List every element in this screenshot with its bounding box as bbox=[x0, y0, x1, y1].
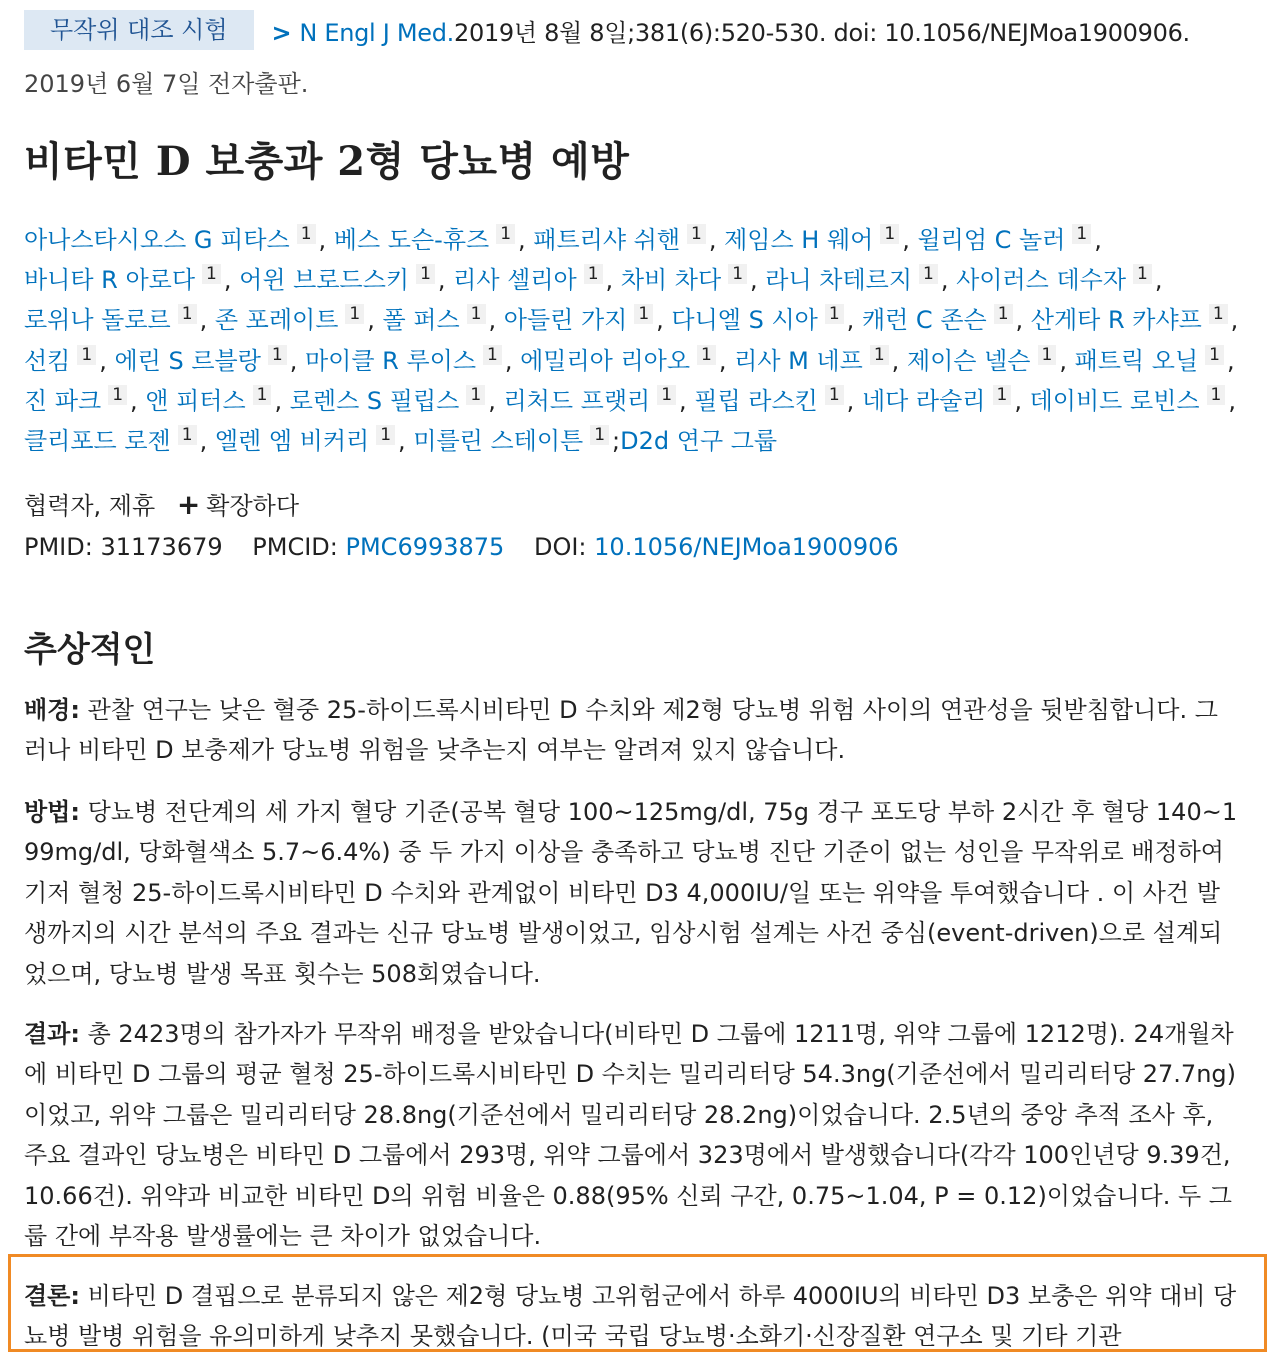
affiliation-badge[interactable]: 1 bbox=[994, 304, 1013, 324]
author-separator: , bbox=[199, 306, 215, 335]
affiliation-badge[interactable]: 1 bbox=[590, 425, 609, 445]
affiliation-badge[interactable]: 1 bbox=[728, 264, 747, 284]
author-link[interactable] bbox=[215, 306, 367, 334]
author-name[interactable]: 사이러스 데수자 bbox=[956, 266, 1127, 295]
affiliation-badge[interactable]: 1 bbox=[919, 264, 938, 284]
author-separator: , bbox=[1228, 386, 1236, 415]
author-separator: , bbox=[846, 306, 862, 335]
author-link[interactable] bbox=[533, 226, 709, 254]
author-name[interactable]: 폴 퍼스 bbox=[382, 306, 460, 335]
author-name[interactable]: 로위나 돌로르 bbox=[24, 306, 171, 335]
expand-button[interactable]: 확장하다 bbox=[206, 492, 300, 520]
author-separator: , bbox=[1014, 386, 1030, 415]
identifiers-row bbox=[24, 533, 921, 561]
author-separator: , bbox=[1015, 306, 1031, 335]
author-name[interactable]: 어윈 브로드스키 bbox=[239, 266, 410, 295]
affiliation-badge[interactable]: 1 bbox=[253, 385, 272, 405]
author-link[interactable] bbox=[24, 306, 200, 334]
affiliation-badge[interactable]: 1 bbox=[657, 385, 676, 405]
author-separator: , bbox=[289, 346, 305, 375]
author-name[interactable]: 앤 피터스 bbox=[145, 386, 246, 415]
author-separator: , bbox=[223, 266, 240, 295]
author-separator: , bbox=[199, 427, 215, 456]
author-separator: , bbox=[891, 346, 907, 375]
author-separator: , bbox=[708, 226, 725, 254]
author-name[interactable]: 네다 라술리 bbox=[861, 386, 986, 415]
author-separator: ; bbox=[612, 427, 621, 456]
author-link[interactable] bbox=[724, 226, 902, 254]
abstract-methods: 방법: 당뇨병 전단계의 세 가지 혈당 기준(공복 혈당 100~125mg/dl, 75g 경구 포도당 부하 2시간 후 혈당 140~199mg/dl, 당화혈색소 5.7~6.4%) 중 두 가지 이상을 충족하고 당뇨병 진단 기준이 없는 성인을 무작위로 배정하여 기저 혈청 25-하이드록시비타민 D 수치와 관계없이 비타민 D3 4,000IU/일 또는 위약을 투여했습니다 . 이 사건 발생까지의 시간 분석의 주요 결과는 신규 당뇨병 발생이었고, 임상시험 설계는 사건 중심(event-driven)으로 설계되었으며, 당뇨병 발생 목표 횟수는 508회였습니다. bbox=[24, 798, 1238, 988]
author-name[interactable]: 윌리엄 C 놀러 bbox=[917, 226, 1066, 254]
author-separator: , bbox=[99, 346, 115, 375]
author-separator: , bbox=[398, 427, 414, 456]
author-separator: , bbox=[130, 386, 146, 415]
author-name[interactable]: 제임스 H 웨어 bbox=[724, 226, 874, 254]
author-separator: , bbox=[488, 386, 504, 415]
author-name[interactable]: 미를린 스테이튼 bbox=[413, 427, 584, 456]
author-link[interactable] bbox=[334, 226, 518, 254]
affiliation-badge[interactable]: 1 bbox=[178, 425, 197, 445]
abstract-background: 배경: 관찰 연구는 낮은 혈중 25-하이드록시비타민 D 수치와 제2형 당뇨병 위험 사이의 연관성을 뒷받침합니다. 그러나 비타민 D 보충제가 당뇨병 위험을 낮추는지 여부는 알려져 있지 않습니다. bbox=[24, 696, 1218, 765]
author-link[interactable] bbox=[671, 306, 846, 334]
author-link[interactable] bbox=[1029, 384, 1229, 415]
author-link[interactable] bbox=[1031, 306, 1231, 334]
author-link[interactable] bbox=[520, 344, 719, 375]
affiliation-badge[interactable]: 1 bbox=[880, 224, 899, 244]
collaborators-row bbox=[24, 486, 299, 521]
author-separator: , bbox=[1154, 266, 1163, 295]
affiliation-badge[interactable]: 1 bbox=[345, 304, 364, 324]
affiliation-badge[interactable]: 1 bbox=[416, 264, 435, 284]
author-separator: , bbox=[940, 266, 957, 295]
author-link[interactable] bbox=[621, 266, 750, 294]
author-name[interactable]: 차비 차다 bbox=[620, 266, 722, 295]
collaborators-label: 협력자, 제휴 bbox=[24, 492, 156, 520]
author-separator: , bbox=[1059, 346, 1075, 375]
pmid: PMID: 31173679 bbox=[24, 533, 223, 561]
author-link[interactable] bbox=[453, 266, 605, 294]
author-link[interactable] bbox=[239, 266, 438, 294]
chevron-right-icon: > bbox=[271, 18, 292, 47]
author-name[interactable]: 베스 도슨-휴즈 bbox=[333, 226, 490, 254]
author-link[interactable] bbox=[289, 384, 488, 415]
author-link[interactable] bbox=[765, 266, 941, 294]
author-name[interactable]: 리사 M 네프 bbox=[734, 346, 863, 375]
affiliation-badge[interactable]: 1 bbox=[634, 304, 653, 324]
doi-link[interactable]: 10.1056/NEJMoa1900906 bbox=[594, 533, 899, 561]
author-name[interactable]: 다니엘 S 시아 bbox=[671, 306, 818, 335]
affiliation-badge[interactable]: 1 bbox=[1207, 385, 1226, 405]
abstract-results: 결과: 총 2423명의 참가자가 무작위 배정을 받았습니다(비타민 D 그룹에 1211명, 위약 그룹에 1212명). 24개월차에 비타민 D 그룹의 평균 혈청 25-하이드록시비타민 D 수치는 밀리리터당 54.3ng(기준선에서 밀리리터당 27.7ng)이었고, 위약 그룹은 밀리리터당 28.8ng(기준선에서 밀리리터당 28.2ng)이었습니다. 2.5년의 중앙 추적 조사 후, 주요 결과인 당뇨병은 비타민 D 그룹에서 293명, 위약 그룹에서 323명에서 발생했습니다(각각 100인년당 9.39건, 10.66건). 위약과 비교한 비타민 D의 위험 비율은 0.88(95% 신뢰 구간, 0.75~1.04, P = 0.12)이었습니다. 두 그룹 간에 부작용 발생률에는 큰 차이가 없었습니다. bbox=[24, 1020, 1237, 1251]
author-link[interactable] bbox=[24, 266, 224, 294]
author-name[interactable]: 클리포드 로젠 bbox=[24, 427, 171, 456]
affiliation-badge[interactable]: 1 bbox=[77, 345, 96, 365]
affiliation-badge[interactable]: 1 bbox=[376, 425, 395, 445]
author-separator: , bbox=[518, 226, 534, 254]
author-separator: , bbox=[1230, 306, 1239, 335]
author-name[interactable]: 리처드 프랫리 bbox=[503, 386, 651, 415]
publication-type-badge: 무작위 대조 시험 bbox=[24, 10, 254, 50]
author-separator: , bbox=[656, 306, 672, 335]
citation bbox=[272, 13, 1190, 48]
author-separator: , bbox=[318, 226, 334, 254]
author-separator: , bbox=[750, 266, 766, 295]
affiliation-badge[interactable]: 1 bbox=[178, 304, 197, 324]
author-link[interactable] bbox=[917, 226, 1094, 254]
author-link[interactable] bbox=[503, 384, 679, 415]
author-name[interactable]: 아나스타시오스 G 피타스 bbox=[24, 226, 290, 254]
affiliation-badge[interactable]: 1 bbox=[993, 385, 1012, 405]
affiliation-badge[interactable]: 1 bbox=[268, 345, 287, 365]
author-name[interactable]: 존 포레이트 bbox=[214, 306, 339, 335]
affiliation-badge[interactable]: 1 bbox=[870, 345, 889, 365]
author-separator: , bbox=[437, 266, 454, 295]
author-name[interactable]: 데이비드 로빈스 bbox=[1029, 386, 1200, 415]
author-separator: , bbox=[902, 226, 918, 254]
author-link[interactable] bbox=[413, 427, 612, 455]
affiliation-badge[interactable]: 1 bbox=[108, 385, 127, 405]
affiliation-badge[interactable]: 1 bbox=[1072, 224, 1091, 244]
author-link[interactable] bbox=[862, 306, 1016, 334]
author-link[interactable] bbox=[304, 344, 505, 375]
author-separator: , bbox=[679, 386, 695, 415]
author-link[interactable] bbox=[145, 384, 274, 415]
abstract-heading: 추상적인 bbox=[24, 630, 156, 670]
author-link[interactable] bbox=[906, 344, 1059, 375]
author-link[interactable] bbox=[215, 427, 398, 455]
author-separator: , bbox=[605, 266, 621, 295]
author-link[interactable] bbox=[24, 427, 200, 455]
author-link[interactable] bbox=[504, 306, 656, 334]
affiliation-badge[interactable]: 1 bbox=[825, 385, 844, 405]
author-link[interactable] bbox=[24, 226, 319, 254]
author-link[interactable] bbox=[694, 384, 846, 415]
author-separator: , bbox=[1226, 346, 1235, 375]
author-name[interactable]: 진 파크 bbox=[24, 386, 102, 415]
plus-icon[interactable]: + bbox=[176, 488, 201, 521]
author-link[interactable] bbox=[24, 344, 99, 375]
author-separator: , bbox=[274, 386, 290, 415]
affiliation-badge[interactable]: 1 bbox=[825, 304, 844, 324]
author-name[interactable]: 리사 셀리아 bbox=[453, 266, 577, 295]
author-separator: , bbox=[1094, 226, 1102, 254]
author-name[interactable]: 로렌스 S 필립스 bbox=[289, 386, 460, 415]
author-name[interactable]: 산게타 R 카샤프 bbox=[1030, 306, 1202, 335]
pmcid-link[interactable]: PMC6993875 bbox=[345, 533, 505, 561]
author-name[interactable]: 마이클 R 루이스 bbox=[304, 346, 477, 375]
author-link[interactable] bbox=[24, 384, 130, 415]
author-link[interactable] bbox=[1074, 344, 1227, 375]
author-name[interactable]: 라니 차테르지 bbox=[765, 266, 913, 295]
author-name[interactable]: 선킴 bbox=[24, 346, 71, 375]
affiliation-badge[interactable]: 1 bbox=[483, 345, 502, 365]
affiliation-badge[interactable]: 1 bbox=[1038, 345, 1057, 365]
epub-date: 2019년 6월 7일 전자출판. bbox=[24, 70, 309, 98]
citation-row bbox=[24, 10, 1190, 50]
author-link[interactable] bbox=[734, 344, 892, 375]
author-link[interactable] bbox=[956, 266, 1155, 294]
author-separator: , bbox=[367, 306, 383, 335]
affiliation-badge[interactable]: 1 bbox=[697, 345, 716, 365]
authors-list bbox=[24, 220, 1254, 461]
affiliation-badge[interactable]: 1 bbox=[1205, 345, 1224, 365]
group-author-link[interactable]: D2d 연구 그룹 bbox=[620, 427, 778, 456]
journal-link[interactable]: N Engl J Med. bbox=[299, 18, 454, 47]
author-name[interactable]: 엘렌 엠 비커리 bbox=[214, 427, 370, 456]
affiliation-badge[interactable]: 1 bbox=[1133, 264, 1152, 284]
author-name[interactable]: 패트릭 오닐 bbox=[1074, 346, 1199, 375]
author-name[interactable]: 캐런 C 존슨 bbox=[861, 306, 987, 335]
author-separator: , bbox=[488, 306, 504, 335]
author-link[interactable] bbox=[114, 344, 289, 375]
author-name[interactable]: 아들린 가지 bbox=[503, 306, 628, 335]
affiliation-badge[interactable]: 1 bbox=[467, 304, 486, 324]
author-name[interactable]: 바니타 R 아로다 bbox=[24, 266, 196, 295]
author-name[interactable]: 에밀리아 리아오 bbox=[520, 346, 691, 375]
affiliation-badge[interactable]: 1 bbox=[297, 224, 316, 244]
author-separator: , bbox=[718, 346, 735, 375]
author-name[interactable]: 에린 S 르블랑 bbox=[114, 346, 261, 375]
affiliation-badge[interactable]: 1 bbox=[202, 264, 221, 284]
author-link[interactable] bbox=[861, 384, 1014, 415]
author-separator: , bbox=[846, 386, 862, 415]
affiliation-badge[interactable]: 1 bbox=[687, 224, 706, 244]
author-name[interactable]: 필립 라스킨 bbox=[694, 386, 818, 415]
doi: DOI: 10.1056/NEJMoa1900906 bbox=[533, 533, 899, 561]
affiliation-badge[interactable]: 1 bbox=[496, 224, 515, 244]
affiliation-badge[interactable]: 1 bbox=[466, 385, 485, 405]
affiliation-badge[interactable]: 1 bbox=[1209, 304, 1228, 324]
author-separator: , bbox=[504, 346, 521, 375]
affiliation-badge[interactable]: 1 bbox=[584, 264, 603, 284]
pmcid: PMCID: PMC6993875 bbox=[252, 533, 505, 561]
author-name[interactable]: 패트리샤 쉬핸 bbox=[533, 226, 681, 254]
article-title: 비타민 D 보충과 2형 당뇨병 예방 bbox=[24, 138, 630, 185]
author-link[interactable] bbox=[382, 306, 488, 334]
abstract-conclusions: 결론: 비타민 D 결핍으로 분류되지 않은 제2형 당뇨병 고위험군에서 하루 4000IU의 비타민 D3 보충은 위약 대비 당뇨병 발병 위험을 유의미하게 낮추지 못했습니다. (미국 국립 당뇨병·소화기·신장질환 연구소 및 기타 기관 bbox=[24, 1282, 1237, 1351]
author-name[interactable]: 제이슨 넬슨 bbox=[906, 346, 1031, 375]
citation-details: 2019년 8월 8일;381(6):520-530. doi: 10.1056/NEJMoa1900906. bbox=[454, 18, 1190, 47]
